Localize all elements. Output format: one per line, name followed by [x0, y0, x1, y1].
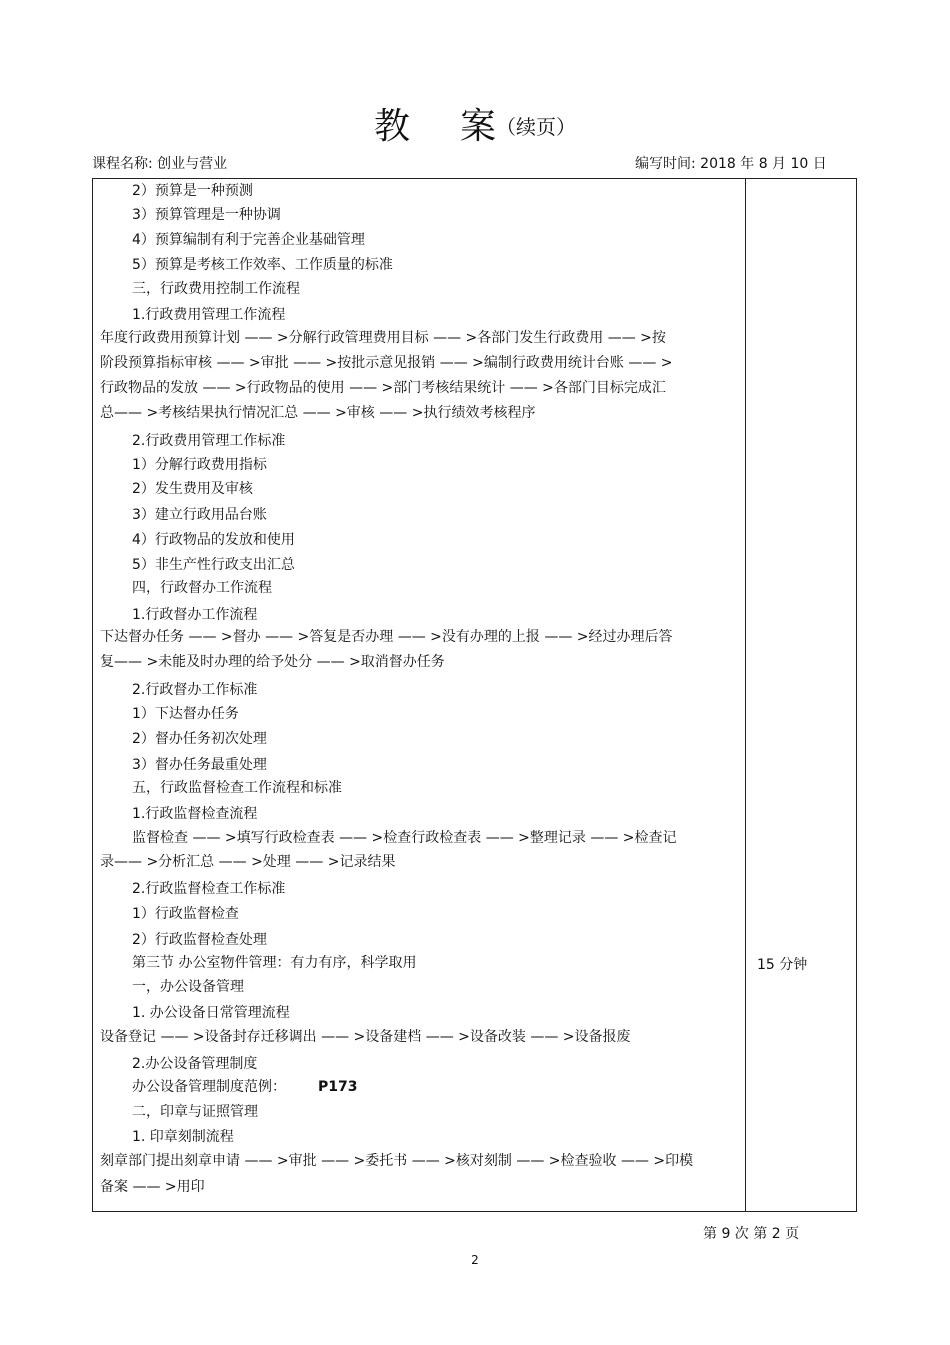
text-line: 监督检查 —— >填写行政检查表 —— >检查行政检查表 —— >整理记录 —— >检查记: [132, 830, 677, 846]
subsection-heading: 2.行政监督检查工作标准: [132, 881, 286, 897]
subsection-heading: 2.办公设备管理制度: [132, 1056, 258, 1072]
section-heading: 一，办公设备管理: [132, 979, 244, 995]
page-reference: P173: [318, 1079, 358, 1095]
subsection-heading: 1.行政监督检查流程: [132, 806, 258, 822]
text-line: 4）预算编制有利于完善企业基础管理: [132, 232, 365, 248]
page-title: [0, 98, 950, 149]
text-line: 2）预算是一种预测: [132, 183, 253, 199]
course-name: 课程名称: 创业与营业: [92, 156, 228, 172]
title-char-2: 案: [460, 106, 497, 147]
section-heading: 三，行政费用控制工作流程: [132, 281, 300, 297]
section-heading: 四，行政督办工作流程: [132, 580, 272, 596]
subsection-heading: 1.行政督办工作流程: [132, 607, 258, 623]
write-date: 编写时间: 2018 年 8 月 10 日: [635, 156, 827, 172]
page-number: 2: [471, 1253, 479, 1267]
title-char-1: 教: [373, 106, 410, 147]
text-line: 录—— >分析汇总 —— >处理 —— >记录结果: [100, 854, 396, 870]
text-line: 年度行政费用预算计划 —— >分解行政管理费用目标 —— >各部门发生行政费用 —— >按: [100, 330, 666, 346]
section-heading: 二，印章与证照管理: [132, 1104, 258, 1120]
text-line: 办公设备管理制度范例：: [132, 1079, 286, 1095]
section-heading: 第三节 办公室物件管理：有力有序，科学取用: [132, 955, 417, 971]
text-line: 阶段预算指标审核 —— >审批 —— >按批示意见报销 —— >编制行政费用统计台账 —— >: [100, 355, 673, 371]
title-suffix: （续页）: [496, 115, 577, 139]
lesson-page-footer: 第 9 次 第 2 页: [703, 1226, 800, 1242]
time-allocation: 15 分钟: [757, 957, 808, 973]
text-line: 总—— >考核结果执行情况汇总 —— >审核 —— >执行绩效考核程序: [100, 405, 536, 421]
text-line: 1）行政监督检查: [132, 906, 239, 922]
subsection-heading: 2.行政费用管理工作标准: [132, 433, 286, 449]
text-line: 3）建立行政用品台账: [132, 507, 267, 523]
text-line: 1）分解行政费用指标: [132, 457, 267, 473]
section-heading: 五，行政监督检查工作流程和标准: [132, 780, 342, 796]
column-divider: [745, 178, 746, 1212]
text-line: 5）非生产性行政支出汇总: [132, 557, 295, 573]
subsection-heading: 2.行政督办工作标准: [132, 682, 258, 698]
subsection-heading: 1. 印章刻制流程: [132, 1129, 234, 1145]
text-line: 3）督办任务最重处理: [132, 757, 267, 773]
text-line: 备案 —— >用印: [100, 1179, 205, 1195]
subsection-heading: 1. 办公设备日常管理流程: [132, 1005, 290, 1021]
text-line: 设备登记 —— >设备封存迁移调出 —— >设备建档 —— >设备改装 —— >设备报废: [100, 1029, 631, 1045]
text-line: 2）督办任务初次处理: [132, 731, 267, 747]
subsection-heading: 1.行政费用管理工作流程: [132, 307, 286, 323]
text-line: 下达督办任务 —— >督办 —— >答复是否办理 —— >没有办理的上报 —— >经过办理后答: [100, 629, 673, 645]
text-line: 5）预算是考核工作效率、工作质量的标准: [132, 257, 393, 273]
text-line: 3）预算管理是一种协调: [132, 207, 281, 223]
text-line: 2）发生费用及审核: [132, 481, 253, 497]
text-line: 行政物品的发放 —— >行政物品的使用 —— >部门考核结果统计 —— >各部门目标完成汇: [100, 380, 666, 396]
text-line: 刻章部门提出刻章申请 —— >审批 —— >委托书 —— >核对刻制 —— >检查验收 —— >印模: [100, 1153, 694, 1169]
text-line: 复—— >未能及时办理的给予处分 —— >取消督办任务: [100, 654, 445, 670]
text-line: 1）下达督办任务: [132, 706, 239, 722]
text-line: 2）行政监督检查处理: [132, 932, 267, 948]
text-line: 4）行政物品的发放和使用: [132, 532, 295, 548]
